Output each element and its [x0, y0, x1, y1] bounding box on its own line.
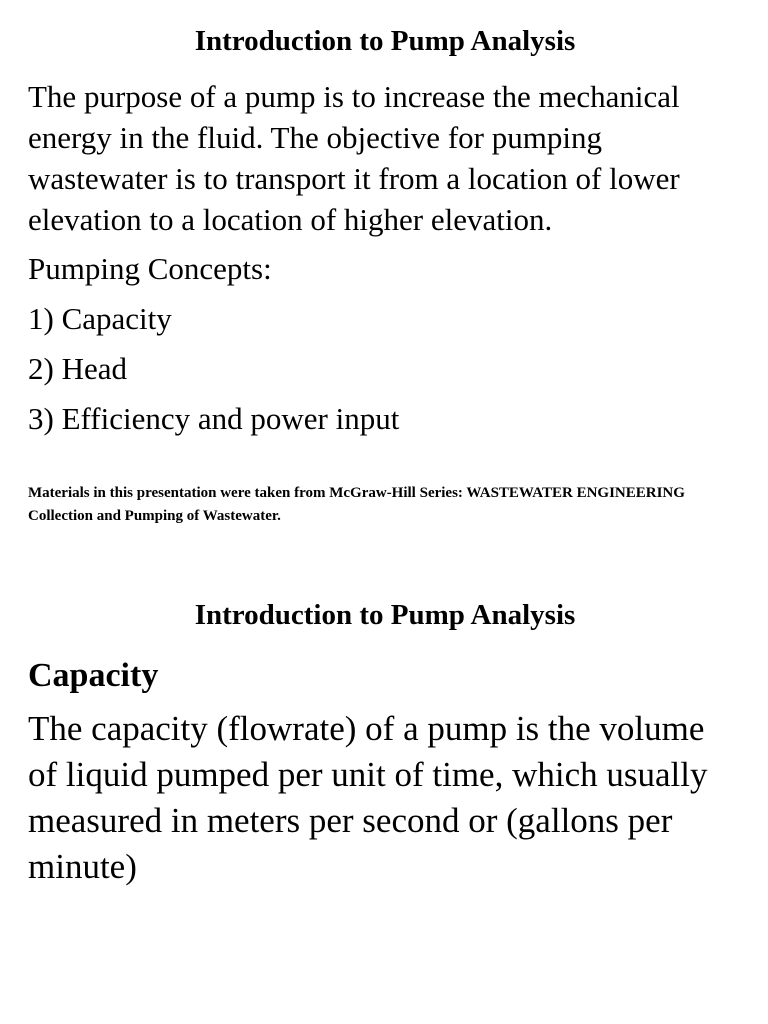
concept-item-head: 2) Head: [28, 351, 127, 386]
pumping-concepts-heading: Pumping Concepts:: [28, 251, 272, 286]
slide-2: [0, 596, 768, 890]
concept-item-capacity: 1) Capacity: [28, 301, 172, 336]
concept-item-efficiency: 3) Efficiency and power input: [28, 401, 400, 436]
intro-paragraph: The purpose of a pump is to increase the mechanical energy in the fluid. The objective for pumping wastewater is to transport it from a location of lower elevation to a location of higher elevation.: [28, 79, 680, 237]
slide-1: [0, 22, 768, 528]
capacity-definition: The capacity (flowrate) of a pump is the volume of liquid pumped per unit of time, which usually measured in meters per second or (gallons per minute): [28, 709, 708, 886]
capacity-heading: Capacity: [28, 657, 159, 694]
source-note: Materials in this presentation were taken from McGraw-Hill Series: WASTEWATER ENGINEERING Collection and Pumping of Wastewater.: [28, 485, 685, 524]
slide-1-title: Introduction to Pump Analysis: [194, 25, 576, 57]
pumping-concepts-list: [28, 298, 742, 439]
slide-2-title: Introduction to Pump Analysis: [194, 599, 576, 631]
